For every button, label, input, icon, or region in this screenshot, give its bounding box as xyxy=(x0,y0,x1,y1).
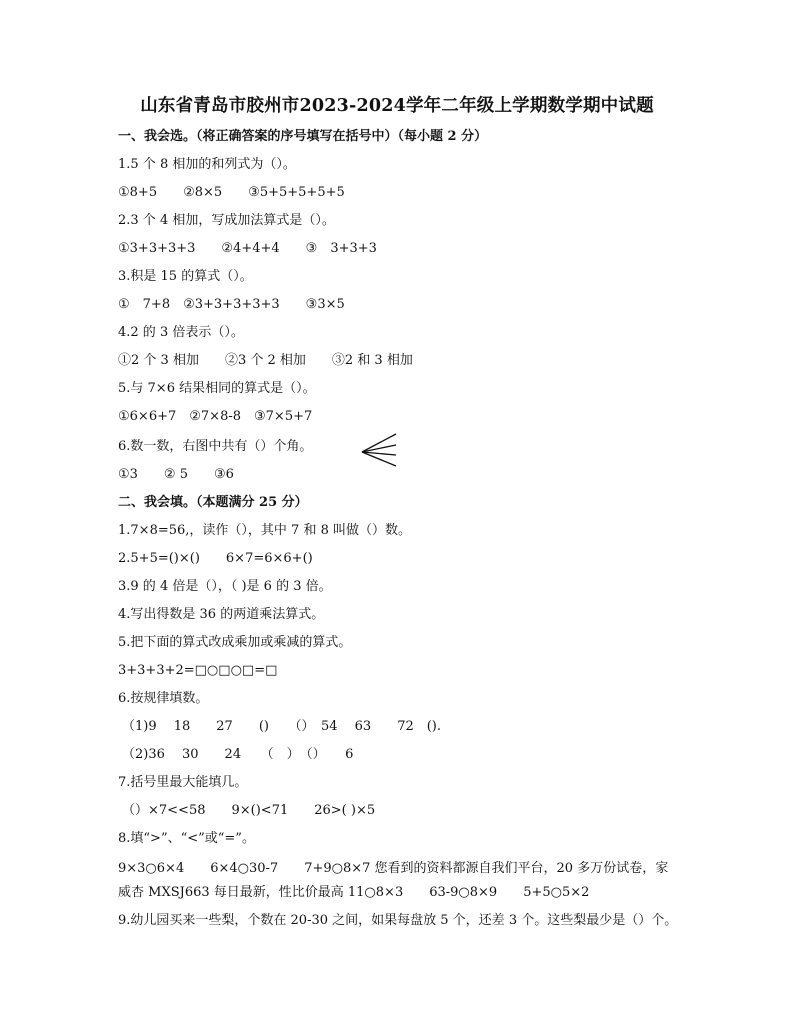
q2-5-expression: 3+3+3+2=□○□○□=□ xyxy=(118,663,278,678)
q2-8-text: 8.填“>”、“<”或“=”。 xyxy=(118,831,255,846)
q1-1-text: 1.5 个 8 相加的和列式为（）。 xyxy=(118,157,296,172)
angle-fan-figure xyxy=(356,432,402,468)
q2-4-text: 4.写出得数是 36 的两道乘法算式。 xyxy=(118,607,325,622)
q2-2-text: 2.5+5=()×() 6×7=6×6+() xyxy=(118,551,313,566)
q1-2-text: 2.3 个 4 相加，写成加法算式是（）。 xyxy=(118,213,335,228)
q2-1-text: 1.7×8=56,，读作（），其中 7 和 8 叫做（）数。 xyxy=(118,523,411,538)
q1-2-options: ①3+3+3+3 ②4+4+4 ③ 3+3+3 xyxy=(118,241,377,256)
q1-5-options: ①6×6+7 ②7×8-8 ③7×5+7 xyxy=(118,409,313,424)
q1-4-text: 4.2 的 3 倍表示（）。 xyxy=(118,325,244,340)
q2-7-inequalities: （）×7<<58 9×()<71 26>( )×5 xyxy=(122,803,376,818)
q1-3-text: 3.积是 15 的算式（）。 xyxy=(118,269,253,284)
q2-3-text: 3.9 的 4 倍是（），（ )是 6 的 3 倍。 xyxy=(118,579,332,594)
page-title: 山东省青岛市胶州市2023-2024学年二年级上学期数学期中试题 xyxy=(140,96,654,116)
section1-heading: 一、我会选。（将正确答案的序号填写在括号中）（每小题 2 分） xyxy=(118,129,488,144)
ray-1 xyxy=(362,434,396,452)
q2-9-text: 9.幼儿园买来一些梨，个数在 20-30 之间，如果每盘放 5 个，还差 3 个。这些梨最少是（）个。 xyxy=(118,913,678,928)
ray-2 xyxy=(362,445,396,452)
q1-4-options: ①2 个 3 相加 ②3 个 2 相加 ③2 和 3 相加 xyxy=(118,353,413,368)
q2-6-text: 6.按规律填数。 xyxy=(118,691,209,706)
q2-6-sequence-2: （2)36 30 24 （ ） （） 6 xyxy=(122,747,354,762)
q1-3-options: ① 7+8 ②3+3+3+3+3 ③3×5 xyxy=(118,297,345,312)
q1-6-options: ①3 ② 5 ③6 xyxy=(118,467,234,482)
q2-6-sequence-1: （1)9 18 27 () （） 54 63 72 (). xyxy=(122,719,442,734)
section2-heading: 二、我会填。（本题满分 25 分） xyxy=(118,495,308,510)
q2-7-text: 7.括号里最大能填几。 xyxy=(118,775,248,790)
q1-1-options: ①8+5 ②8×5 ③5+5+5+5+5 xyxy=(118,185,345,200)
q2-8-comparisons-2: 威杏 MXSJ663 每日最新，性比价最高 11○8×3 63-9○8×9 5+5○5×2 xyxy=(118,885,590,900)
q1-5-text: 5.与 7×6 结果相同的算式是（）。 xyxy=(118,381,316,396)
q2-5-text: 5.把下面的算式改成乘加或乘减的算式。 xyxy=(118,635,352,650)
q2-8-comparisons-1: 9×3○6×4 6×4○30-7 7+9○8×7 您看到的资料都源自我们平台，20 多万份试卷，家 xyxy=(118,861,669,876)
q1-6-text: 6.数一数，右图中共有（）个角。 xyxy=(118,439,313,454)
